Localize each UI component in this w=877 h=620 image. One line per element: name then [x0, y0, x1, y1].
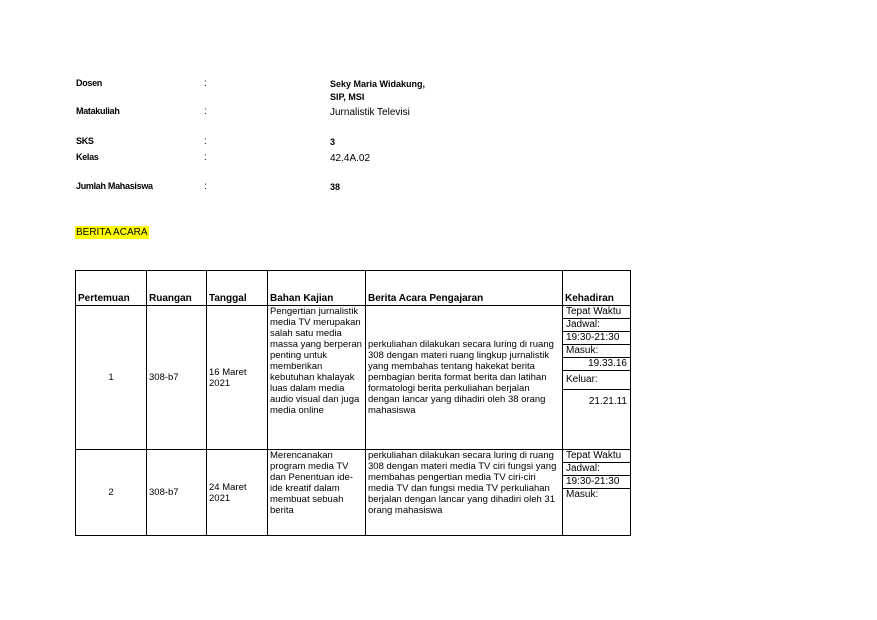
course-info	[0, 0, 877, 200]
pertemuan-cell: 2	[76, 450, 147, 536]
dosen-value-1: Seky Maria Widakung,	[330, 79, 425, 89]
berita-acara-cell: perkuliahan dilakukan secara luring di ruang 308 dengan materi ruang lingkup jurnalistik yang membahas tentang hakekat berita pembagian berita format berita dan latihan formatologi berita perkuliahan berjalan dengan lancar yang dihadiri oleh 38 orang mahasiswa	[366, 306, 563, 450]
dosen-value-2: SIP, MSI	[330, 92, 365, 102]
header-tanggal: Tanggal	[207, 271, 268, 306]
kehadiran-masuk-label: Masuk:	[563, 344, 630, 357]
colon: :	[204, 181, 207, 192]
colon: :	[204, 106, 207, 117]
kelas-label: Kelas	[76, 152, 99, 162]
sks-value: 3	[330, 137, 336, 147]
tanggal-cell: 16 Maret 2021	[207, 306, 268, 450]
kehadiran-tepat: Tepat Waktu	[566, 306, 622, 317]
bahan-kajian-cell: Merencanakan program media TV dan Penentuan ide-ide kreatif dalam membuat sebuah berita	[268, 450, 366, 536]
header-kehadiran: Kehadiran	[563, 271, 631, 306]
kehadiran-masuk-label: Masuk:	[563, 488, 630, 501]
ruangan-cell: 308-b7	[147, 306, 207, 450]
dosen-label: Dosen	[76, 78, 103, 88]
berita-acara-table	[75, 270, 631, 536]
colon: :	[204, 78, 207, 89]
kehadiran-tepat: Tepat Waktu	[566, 450, 622, 461]
berita-acara-cell: perkuliahan dilakukan secara luring di ruang 308 dengan materi media TV ciri fungsi yang membahas pengertian media TV ciri-ciri media TV dan fungsi media TV perkuliahan berjalan dengan lancar yang dihadiri oleh 31 orang mahasiswa	[366, 450, 563, 536]
table-row	[76, 306, 631, 450]
sks-label: SKS	[76, 136, 94, 146]
matakuliah-label: Matakuliah	[76, 106, 120, 116]
table-header-row	[76, 271, 631, 306]
tanggal-cell: 24 Maret 2021	[207, 450, 268, 536]
berita-acara-title: BERITA ACARA	[76, 227, 148, 238]
pertemuan-cell: 1	[76, 306, 147, 450]
jumlah-label: Jumlah Mahasiswa	[76, 181, 153, 191]
kehadiran-jadwal-label: Jadwal:	[563, 318, 630, 331]
header-berita-acara: Berita Acara Pengajaran	[366, 271, 563, 306]
kehadiran-cell	[563, 450, 631, 536]
kehadiran-jadwal-value: 19:30-21:30	[563, 331, 630, 344]
ruangan-cell: 308-b7	[147, 450, 207, 536]
kehadiran-jadwal-label: Jadwal:	[563, 462, 630, 475]
header-ruangan: Ruangan	[147, 271, 207, 306]
colon: :	[204, 152, 207, 163]
header-bahan-kajian: Bahan Kajian	[268, 271, 366, 306]
kelas-value: 42.4A.02	[330, 153, 371, 164]
colon: :	[204, 136, 207, 147]
bahan-kajian-cell: Pengertian jurnalistik media TV merupakan salah satu media massa yang berperan penting untuk memberikan kebutuhan khalayak luas dalam media audio visual dan juga media online	[268, 306, 366, 450]
kehadiran-cell	[563, 306, 631, 450]
kehadiran-masuk-value: 19.33.16	[563, 357, 630, 370]
kehadiran-keluar-label: Keluar:	[563, 370, 630, 389]
table-row	[76, 450, 631, 536]
matakuliah-value: Jurnalistik Televisi	[330, 107, 410, 118]
kehadiran-keluar-value: 21.21.11	[563, 389, 630, 408]
kehadiran-jadwal-value: 19:30-21:30	[563, 475, 630, 488]
jumlah-value: 38	[330, 182, 341, 192]
header-pertemuan: Pertemuan	[76, 271, 147, 306]
